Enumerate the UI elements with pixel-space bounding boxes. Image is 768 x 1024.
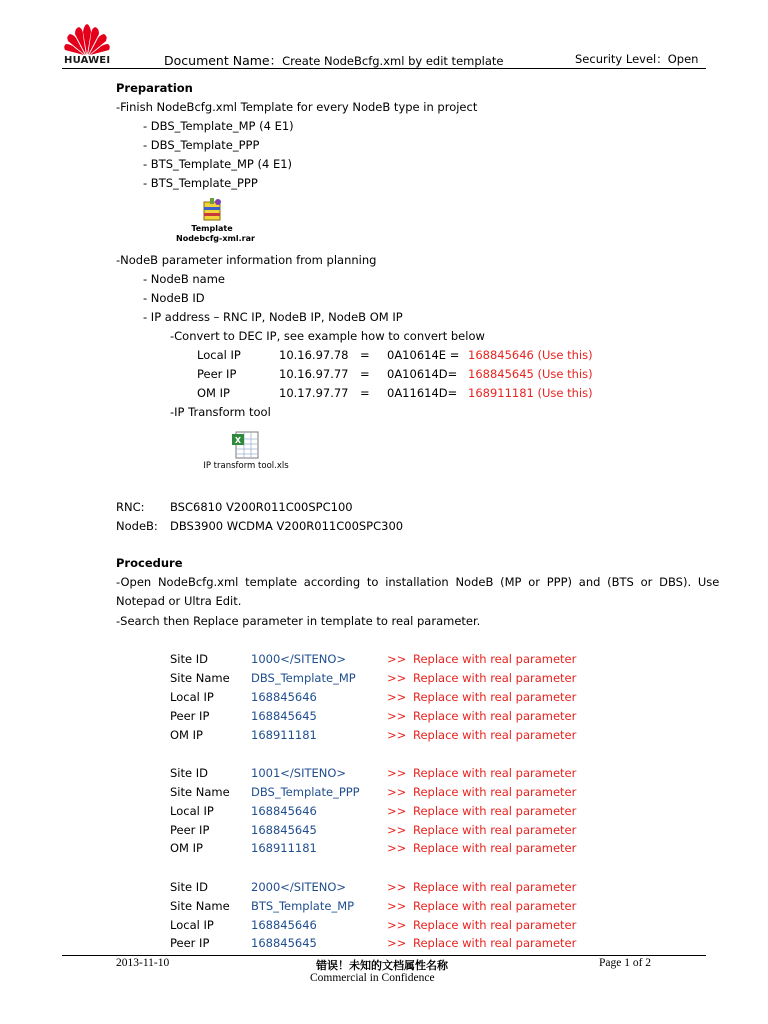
spreadsheet-icon: [230, 430, 262, 460]
template-item: - DBS_Template_MP (4 E1): [143, 119, 294, 133]
param-arrow: >>: [387, 652, 407, 666]
param-note: Replace with real parameter: [413, 841, 577, 855]
preparation-intro: -Finish NodeBcfg.xml Template for every NodeB type in project: [116, 100, 478, 114]
param-item: - IP address – RNC IP, NodeB IP, NodeB OM IP: [143, 310, 403, 324]
param-arrow: >>: [387, 899, 407, 913]
param-label: Site Name: [170, 785, 230, 799]
param-label: Site ID: [170, 880, 208, 894]
attachment-ip-tool-xls[interactable]: [196, 430, 296, 474]
tool-line: -IP Transform tool: [170, 405, 271, 419]
document-name-value: Create NodeBcfg.xml by edit template: [282, 54, 504, 68]
template-item: - BTS_Template_MP (4 E1): [143, 157, 293, 171]
procedure-line: -Open NodeBcfg.xml template according to installation NodeB (MP or PPP) and (BTS or DBS). Use: [116, 575, 720, 589]
param-note: Replace with real parameter: [413, 823, 577, 837]
param-value: 168845646: [251, 804, 317, 818]
convert-line: -Convert to DEC IP, see example how to convert below: [170, 329, 485, 343]
ip-row-ip: 10.17.97.77: [279, 386, 349, 400]
footer-page-number: Page 1 of 2: [599, 957, 652, 969]
param-note: Replace with real parameter: [413, 671, 577, 685]
param-value: 1000</SITENO>: [251, 652, 347, 666]
param-label: Local IP: [170, 690, 214, 704]
param-arrow: >>: [387, 880, 407, 894]
param-intro: -NodeB parameter information from planning: [116, 253, 377, 267]
version-value: BSC6810 V200R011C00SPC100: [170, 500, 353, 514]
param-note: Replace with real parameter: [413, 709, 577, 723]
param-value: 168911181: [251, 728, 317, 742]
template-item: - DBS_Template_PPP: [143, 138, 260, 152]
param-value: 168845645: [251, 936, 317, 950]
param-label: OM IP: [170, 841, 203, 855]
param-value: 168845646: [251, 690, 317, 704]
procedure-line: -Search then Replace parameter in template to real parameter.: [116, 614, 481, 628]
param-arrow: >>: [387, 728, 407, 742]
version-label: RNC:: [116, 500, 145, 514]
param-note: Replace with real parameter: [413, 728, 577, 742]
ip-row-dec: 168845645 (Use this): [468, 367, 593, 381]
footer-doc-property: 错误！未知的文档属性名称: [316, 959, 448, 972]
param-value: 2000</SITENO>: [251, 880, 347, 894]
param-label: OM IP: [170, 728, 203, 742]
footer-date: 2013-11-10: [116, 957, 170, 969]
param-value: 168845645: [251, 709, 317, 723]
param-value: DBS_Template_PPP: [251, 785, 360, 799]
param-note: Replace with real parameter: [413, 766, 577, 780]
ip-row-hex: 0A11614D=: [387, 386, 458, 400]
param-arrow: >>: [387, 766, 407, 780]
ip-row-hex: 0A10614D=: [387, 367, 458, 381]
preparation-heading: Preparation: [116, 81, 193, 95]
attachment-label-line1: Template: [191, 224, 233, 233]
version-value: DBS3900 WCDMA V200R011C00SPC300: [170, 519, 404, 533]
param-label: Site ID: [170, 766, 208, 780]
param-label: Peer IP: [170, 709, 210, 723]
param-value: 168845646: [251, 918, 317, 932]
param-arrow: >>: [387, 785, 407, 799]
procedure-line: Notepad or Ultra Edit.: [116, 594, 242, 608]
ip-row-eq: =: [360, 348, 370, 362]
param-arrow: >>: [387, 936, 407, 950]
huawei-logo: [62, 22, 112, 66]
footer-confidential: Commercial in Confidence: [310, 972, 435, 984]
ip-row-label: OM IP: [197, 386, 230, 400]
param-value: 1001</SITENO>: [251, 766, 347, 780]
ip-row-dec: 168845646 (Use this): [468, 348, 593, 362]
param-label: Local IP: [170, 804, 214, 818]
ip-row-ip: 10.16.97.77: [279, 367, 349, 381]
ip-row-label: Local IP: [197, 348, 241, 362]
param-label: Peer IP: [170, 823, 210, 837]
param-note: Replace with real parameter: [413, 918, 577, 932]
param-arrow: >>: [387, 690, 407, 704]
version-label: NodeB:: [116, 519, 158, 533]
param-label: Site Name: [170, 899, 230, 913]
template-item: - BTS_Template_PPP: [143, 176, 258, 190]
security-level: Security Level：Open: [575, 52, 699, 66]
param-value: DBS_Template_MP: [251, 671, 356, 685]
param-note: Replace with real parameter: [413, 652, 577, 666]
svg-text:X: X: [234, 436, 242, 445]
param-value: 168911181: [251, 841, 317, 855]
param-item: - NodeB name: [143, 272, 225, 286]
attachment-label: IP transform tool.xls: [203, 461, 289, 471]
param-note: Replace with real parameter: [413, 880, 577, 894]
document-name-label: Document Name：: [164, 53, 283, 68]
ip-row-label: Peer IP: [197, 367, 237, 381]
document-name: [164, 51, 503, 69]
param-arrow: >>: [387, 804, 407, 818]
param-note: Replace with real parameter: [413, 899, 577, 913]
ip-row-ip: 10.16.97.78: [279, 348, 349, 362]
param-value: BTS_Template_MP: [251, 899, 355, 913]
archive-icon: [198, 196, 226, 224]
param-note: Replace with real parameter: [413, 690, 577, 704]
param-note: Replace with real parameter: [413, 804, 577, 818]
param-arrow: >>: [387, 841, 407, 855]
param-note: Replace with real parameter: [413, 936, 577, 950]
ip-row-eq: =: [360, 367, 370, 381]
attachment-template-rar[interactable]: [176, 196, 255, 244]
param-label: Peer IP: [170, 936, 210, 950]
param-arrow: >>: [387, 823, 407, 837]
param-arrow: >>: [387, 709, 407, 723]
param-label: Local IP: [170, 918, 214, 932]
attachment-label-line2: Nodebcfg-xml.rar: [176, 234, 255, 243]
procedure-heading: Procedure: [116, 556, 183, 570]
param-value: 168845645: [251, 823, 317, 837]
ip-row-eq: =: [360, 386, 370, 400]
param-label: Site ID: [170, 652, 208, 666]
logo-wordmark: HUAWEI: [64, 55, 111, 66]
param-label: Site Name: [170, 671, 230, 685]
ip-row-hex: 0A10614E =: [387, 348, 460, 362]
param-arrow: >>: [387, 918, 407, 932]
param-arrow: >>: [387, 671, 407, 685]
footer-rule: [62, 955, 706, 956]
header-rule: [62, 68, 706, 69]
ip-row-dec: 168911181 (Use this): [468, 386, 593, 400]
huawei-logo-icon: [62, 22, 112, 56]
param-note: Replace with real parameter: [413, 785, 577, 799]
param-item: - NodeB ID: [143, 291, 205, 305]
